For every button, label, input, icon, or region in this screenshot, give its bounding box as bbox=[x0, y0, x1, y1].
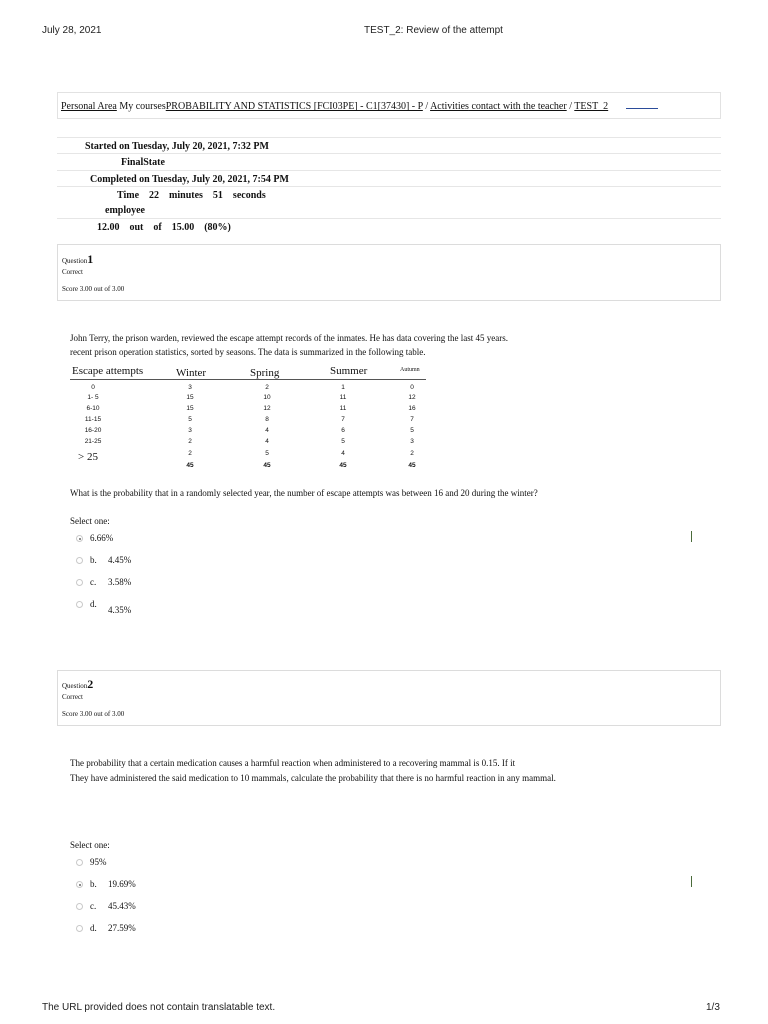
question-2-score: Score 3.00 out of 3.00 bbox=[62, 710, 125, 718]
breadcrumb-personal-area[interactable]: Personal Area bbox=[61, 101, 117, 112]
print-title: TEST_2: Review of the attempt bbox=[364, 25, 503, 36]
table-header-rule bbox=[70, 379, 426, 380]
question-1-score: Score 3.00 out of 3.00 bbox=[62, 285, 125, 293]
table-row-label: 1- 5 bbox=[87, 394, 99, 401]
table-cell: 4 bbox=[265, 438, 269, 445]
question-2-info bbox=[57, 670, 721, 726]
option-value: 4.35% bbox=[108, 605, 132, 615]
table-total: 45 bbox=[339, 462, 347, 469]
breadcrumb-contact[interactable]: contact with the teacher bbox=[468, 101, 567, 112]
table-cell: 11 bbox=[339, 394, 347, 401]
breadcrumb-separator: / bbox=[422, 101, 431, 112]
question-2-label bbox=[62, 677, 93, 692]
table-cell: 0 bbox=[410, 384, 414, 391]
question-2-option-b[interactable] bbox=[90, 879, 136, 889]
question-1-option-b[interactable] bbox=[90, 555, 131, 565]
table-header-summer: Summer bbox=[330, 365, 368, 377]
option-letter: b. bbox=[90, 555, 97, 565]
table-cell: 3 bbox=[188, 427, 192, 434]
question-2-option-c[interactable] bbox=[90, 901, 136, 911]
table-total: 45 bbox=[186, 462, 194, 469]
question-1-status: Correct bbox=[62, 268, 83, 276]
question-2-status: Correct bbox=[62, 693, 83, 701]
option-value: 19.69% bbox=[108, 879, 136, 889]
option-value: 95% bbox=[90, 857, 107, 867]
table-cell: 3 bbox=[188, 384, 192, 391]
table-row-label: > 25 bbox=[78, 451, 98, 463]
table-cell: 7 bbox=[341, 416, 345, 423]
question-1-option-b-radio[interactable] bbox=[76, 557, 83, 564]
breadcrumb bbox=[57, 92, 721, 119]
question-2-text-line2: They have administered the said medication to 10 mammals, calculate the probability that there is no harmful reaction in any mammal. bbox=[70, 773, 556, 783]
summary-state: FinalState bbox=[121, 157, 165, 168]
table-cell: 5 bbox=[265, 450, 269, 457]
table-cell: 2 bbox=[188, 438, 192, 445]
option-letter: c. bbox=[90, 577, 97, 587]
table-cell: 1 bbox=[341, 384, 345, 391]
question-1-prompt: What is the probability that in a randomly selected year, the number of escape attempts was between 16 and 20 during the winter? bbox=[70, 488, 538, 498]
breadcrumb-test[interactable]: TEST_2 bbox=[574, 101, 609, 112]
question-1-option-a-radio[interactable] bbox=[76, 535, 83, 542]
option-letter: d. bbox=[90, 923, 97, 933]
question-1-option-c[interactable] bbox=[90, 577, 131, 587]
breadcrumb-my: My bbox=[116, 101, 134, 112]
breadcrumb-activities[interactable]: Activities bbox=[430, 101, 469, 112]
table-row-label: 16-20 bbox=[84, 427, 102, 434]
question-2-option-d[interactable] bbox=[90, 923, 136, 933]
summary-employee: employee bbox=[105, 205, 145, 216]
table-cell: 2 bbox=[265, 384, 269, 391]
table-header-winter: Winter bbox=[176, 367, 207, 379]
question-2-option-a[interactable] bbox=[90, 857, 107, 867]
summary-grade: 12.00 out of 15.00 (80%) bbox=[97, 222, 231, 233]
table-cell: 2 bbox=[188, 450, 192, 457]
table-row-label: 21-25 bbox=[84, 438, 102, 445]
table-total: 45 bbox=[408, 462, 416, 469]
print-page-number: 1/3 bbox=[706, 1002, 720, 1013]
question-1-label bbox=[62, 252, 93, 267]
question-2-option-a-radio[interactable] bbox=[76, 859, 83, 866]
question-2-option-b-radio[interactable] bbox=[76, 881, 83, 888]
question-label: Question bbox=[62, 257, 88, 265]
question-2-option-c-radio[interactable] bbox=[76, 903, 83, 910]
table-header-autumn: Autumn bbox=[400, 367, 420, 373]
table-header-escape-attempts: Escape attempts bbox=[72, 365, 144, 377]
option-value: 27.59% bbox=[108, 923, 136, 933]
breadcrumb-courses: courses bbox=[133, 101, 166, 112]
table-cell: 4 bbox=[265, 427, 269, 434]
option-letter: d. bbox=[90, 599, 97, 609]
summary-started: Started on Tuesday, July 20, 2021, 7:32 PM bbox=[85, 141, 269, 152]
question-2-option-d-radio[interactable] bbox=[76, 925, 83, 932]
table-row-label: 6-10 bbox=[86, 405, 100, 412]
table-total: 45 bbox=[263, 462, 271, 469]
question-2-select-one: Select one: bbox=[70, 840, 110, 850]
breadcrumb-blank-link[interactable] bbox=[626, 100, 658, 109]
table-cell: 7 bbox=[410, 416, 414, 423]
breadcrumb-separator: / bbox=[566, 101, 575, 112]
print-footer-note: The URL provided does not contain translatable text. bbox=[42, 1002, 276, 1013]
table-header-spring: Spring bbox=[250, 367, 280, 379]
table-row-label: 11-15 bbox=[84, 416, 102, 423]
correct-tick-icon bbox=[691, 531, 692, 542]
question-1-option-d[interactable] bbox=[90, 599, 132, 615]
question-number: 2 bbox=[87, 677, 94, 691]
question-2-text-line1: The probability that a certain medication causes a harmful reaction when administered to a recovering mammal is 0.15. If it bbox=[70, 758, 516, 768]
question-1-option-a[interactable] bbox=[90, 533, 113, 543]
summary-completed: Completed on Tuesday, July 20, 2021, 7:54 PM bbox=[90, 174, 289, 185]
print-date: July 28, 2021 bbox=[42, 25, 102, 36]
breadcrumb-course[interactable]: PROBABILITY AND STATISTICS [FCI03PE] - C1[37430] - P bbox=[165, 101, 423, 112]
summary-time: Time 22 minutes 51 seconds bbox=[117, 190, 266, 201]
summary-row-time bbox=[57, 186, 721, 219]
question-1-select-one: Select one: bbox=[70, 516, 110, 526]
table-row-label: 0 bbox=[91, 384, 95, 391]
option-value: 3.58% bbox=[108, 577, 132, 587]
table-cell: 15 bbox=[186, 405, 194, 412]
table-cell: 5 bbox=[410, 427, 414, 434]
option-value: 4.45% bbox=[108, 555, 132, 565]
table-cell: 4 bbox=[341, 450, 345, 457]
option-value: 6.66% bbox=[90, 533, 114, 543]
question-1-text-line2: recent prison operation statistics, sorted by seasons. The data is summarized in the following table. bbox=[70, 347, 426, 357]
question-1-info bbox=[57, 244, 721, 301]
table-cell: 12 bbox=[408, 394, 416, 401]
table-cell: 8 bbox=[265, 416, 269, 423]
question-label: Question bbox=[62, 682, 88, 690]
table-cell: 5 bbox=[188, 416, 192, 423]
table-cell: 10 bbox=[263, 394, 271, 401]
table-cell: 12 bbox=[263, 405, 271, 412]
table-cell: 5 bbox=[341, 438, 345, 445]
table-cell: 6 bbox=[341, 427, 345, 434]
question-1-text-line1: John Terry, the prison warden, reviewed the escape attempt records of the inmates. He has data covering the last 45 years. bbox=[70, 333, 508, 343]
question-number: 1 bbox=[87, 252, 94, 266]
table-cell: 15 bbox=[186, 394, 194, 401]
table-cell: 16 bbox=[408, 405, 416, 412]
option-letter: c. bbox=[90, 901, 97, 911]
table-cell: 2 bbox=[410, 450, 414, 457]
option-value: 45.43% bbox=[108, 901, 136, 911]
question-1-option-c-radio[interactable] bbox=[76, 579, 83, 586]
option-letter: b. bbox=[90, 879, 97, 889]
correct-tick-icon bbox=[691, 876, 692, 887]
table-cell: 3 bbox=[410, 438, 414, 445]
summary-row-grade bbox=[57, 218, 721, 237]
question-1-option-d-radio[interactable] bbox=[76, 601, 83, 608]
table-cell: 11 bbox=[339, 405, 347, 412]
